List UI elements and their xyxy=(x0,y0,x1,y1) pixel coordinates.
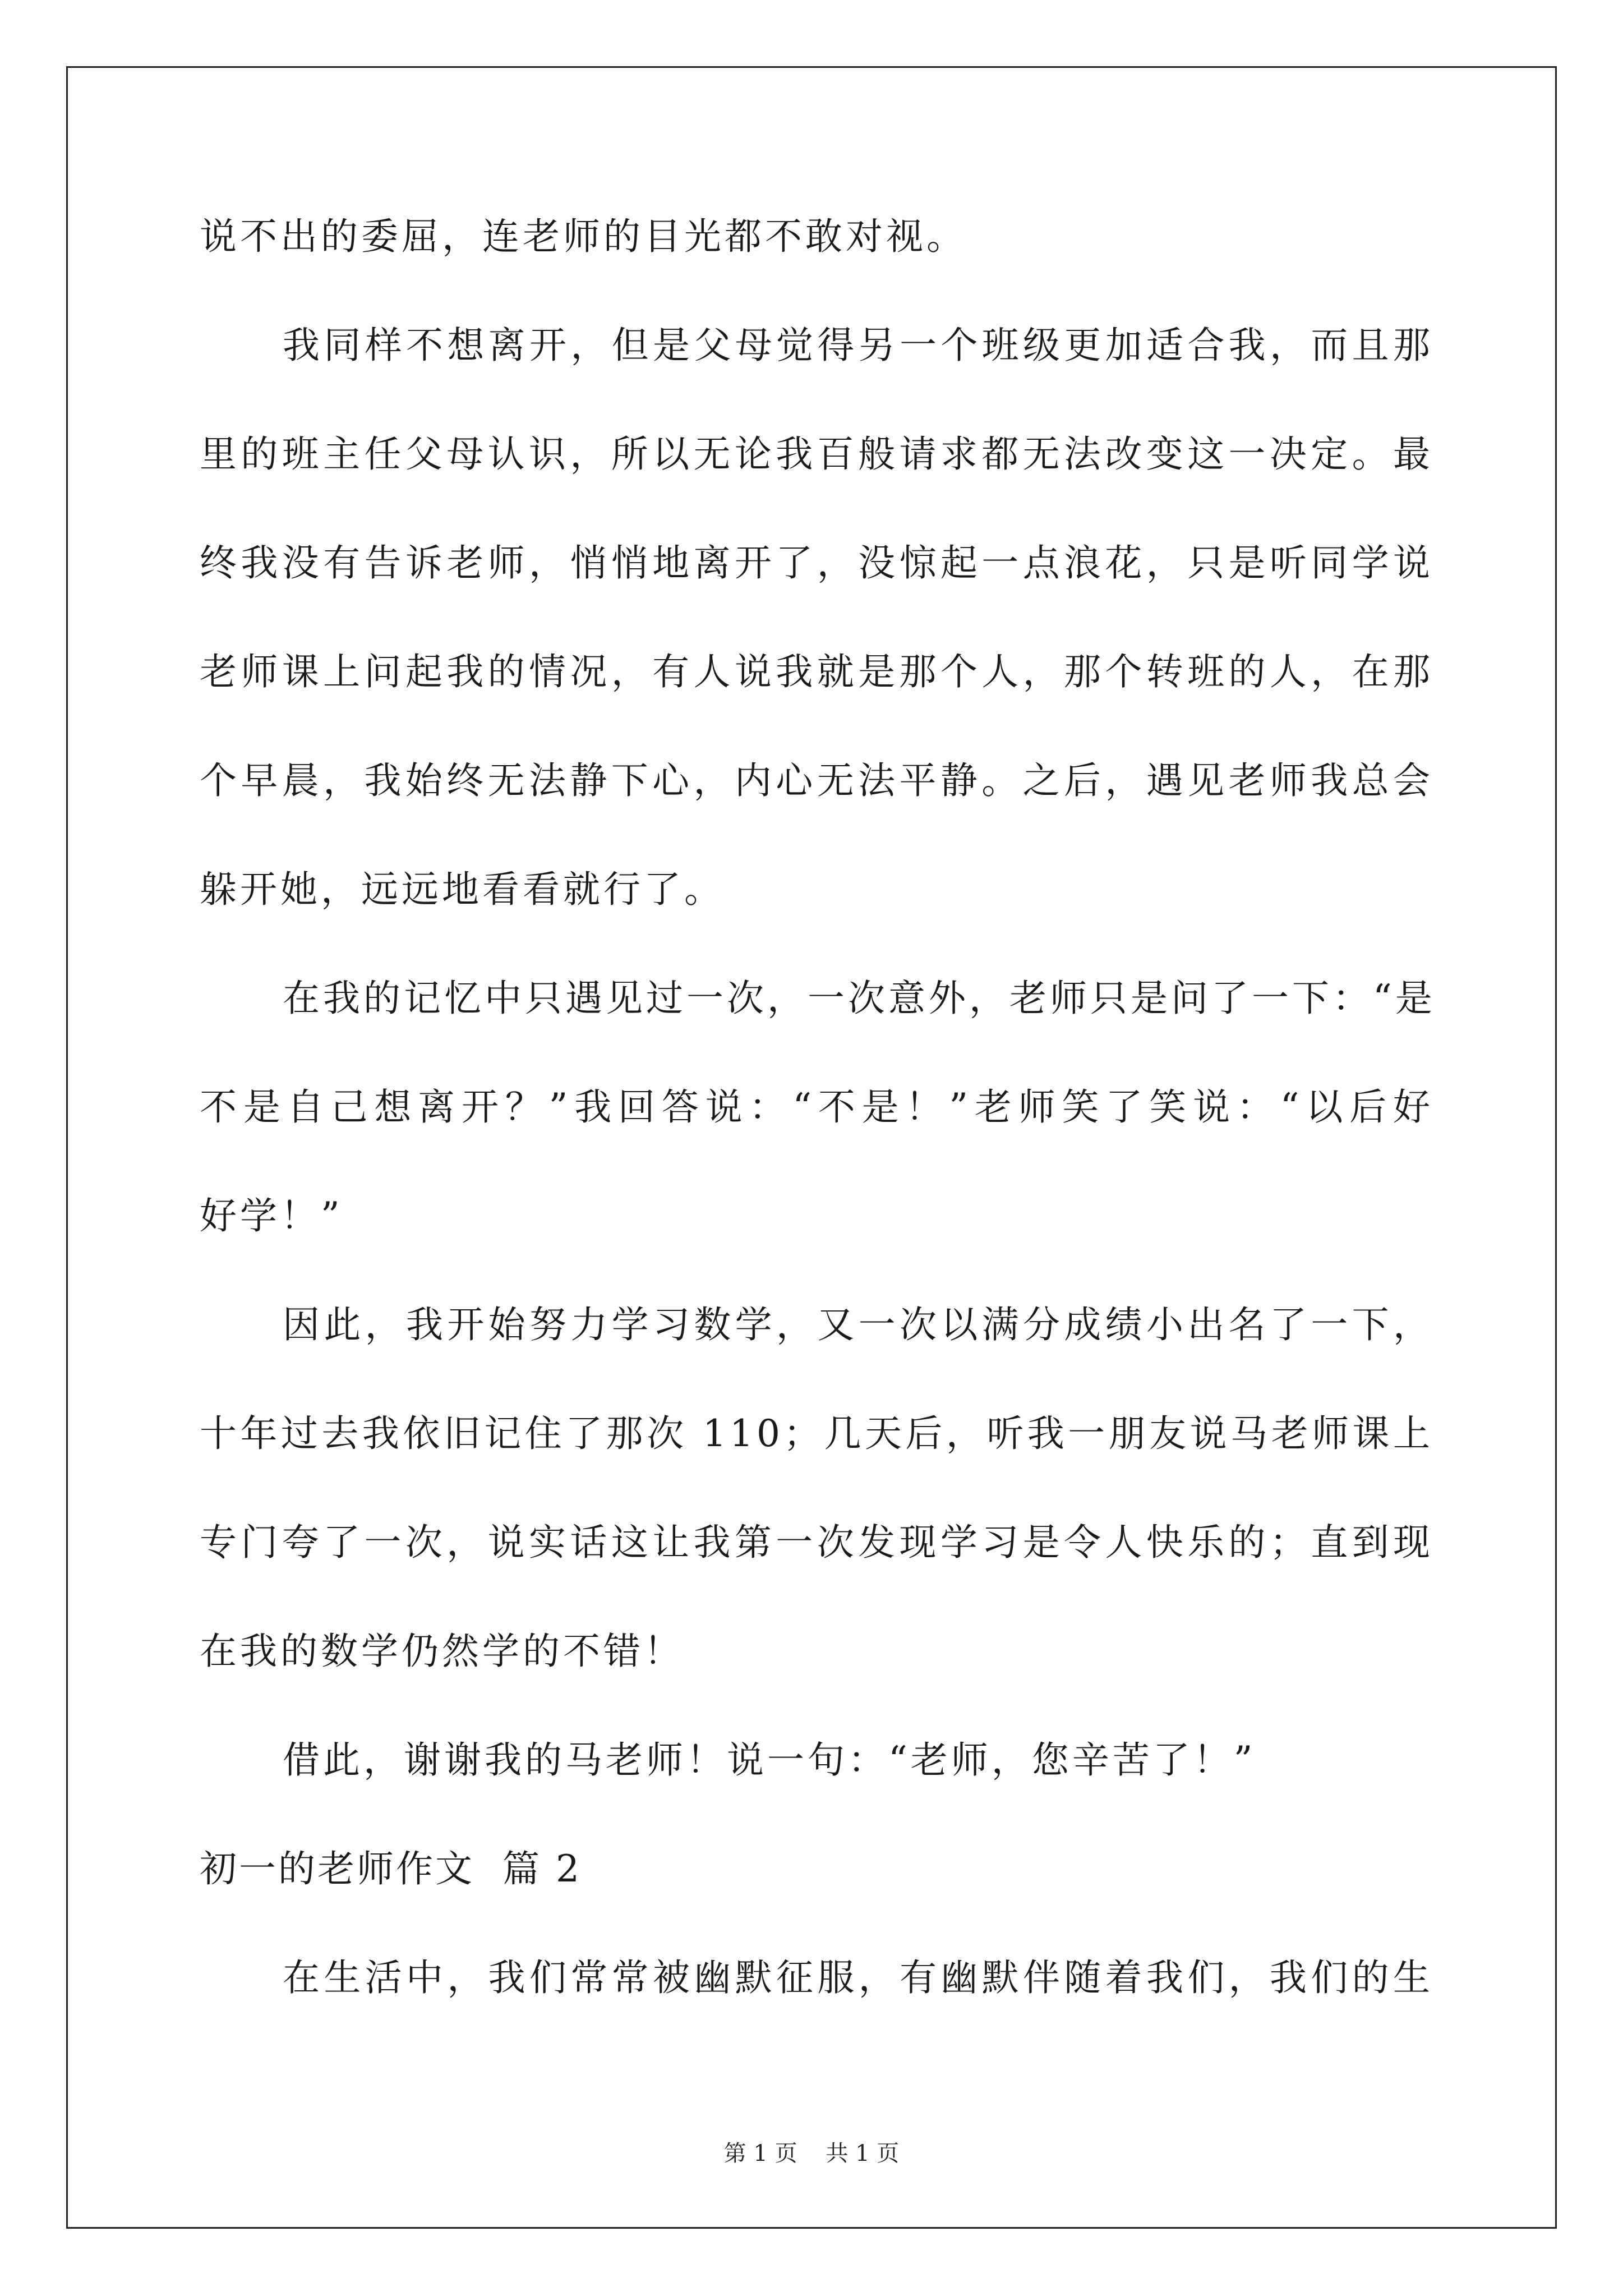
section-heading: 初一的老师作文 篇 2 xyxy=(200,1847,582,1890)
text-line: 专门夸了一次，说实话这让我第一次发现学习是令人快乐的；直到现 xyxy=(200,1521,1433,1564)
page-number-footer: 第 1 页 共 1 页 xyxy=(723,2141,900,2166)
text-line: 我同样不想离开，但是父母觉得另一个班级更加适合我，而且那 xyxy=(283,324,1433,367)
text-line: 终我没有告诉老师，悄悄地离开了，没惊起一点浪花，只是听同学说 xyxy=(200,541,1433,585)
page-border xyxy=(66,66,1557,2229)
text-line: 借此，谢谢我的马老师！说一句：“老师，您辛苦了！” xyxy=(283,1738,1256,1782)
text-line: 在我的数学仍然学的不错！ xyxy=(200,1630,684,1673)
text-line: 好学！” xyxy=(200,1194,343,1237)
text-line: 在生活中，我们常常被幽默征服，有幽默伴随着我们，我们的生 xyxy=(283,1956,1433,1999)
text-line: 说不出的委屈，连老师的目光都不敢对视。 xyxy=(200,215,967,258)
text-line: 因此，我开始努力学习数学，又一次以满分成绩小出名了一下， xyxy=(283,1303,1433,1346)
text-line: 在我的记忆中只遇见过一次，一次意外，老师只是问了一下：“是 xyxy=(283,977,1436,1020)
text-line: 躲开她，远远地看看就行了。 xyxy=(200,868,725,911)
text-line: 老师课上问起我的情况，有人说我就是那个人，那个转班的人，在那 xyxy=(200,650,1433,693)
text-line: 里的班主任父母认识，所以无论我百般请求都无法改变这一决定。最 xyxy=(200,432,1433,476)
text-line: 个早晨，我始终无法静下心，内心无法平静。之后，遇见老师我总会 xyxy=(200,759,1433,802)
text-line: 不是自己想离开？”我回答说：“不是！”老师笑了笑说：“以后好 xyxy=(200,1085,1433,1129)
text-line: 十年过去我依旧记住了那次 110；几天后，听我一朋友说马老师课上 xyxy=(200,1412,1433,1455)
